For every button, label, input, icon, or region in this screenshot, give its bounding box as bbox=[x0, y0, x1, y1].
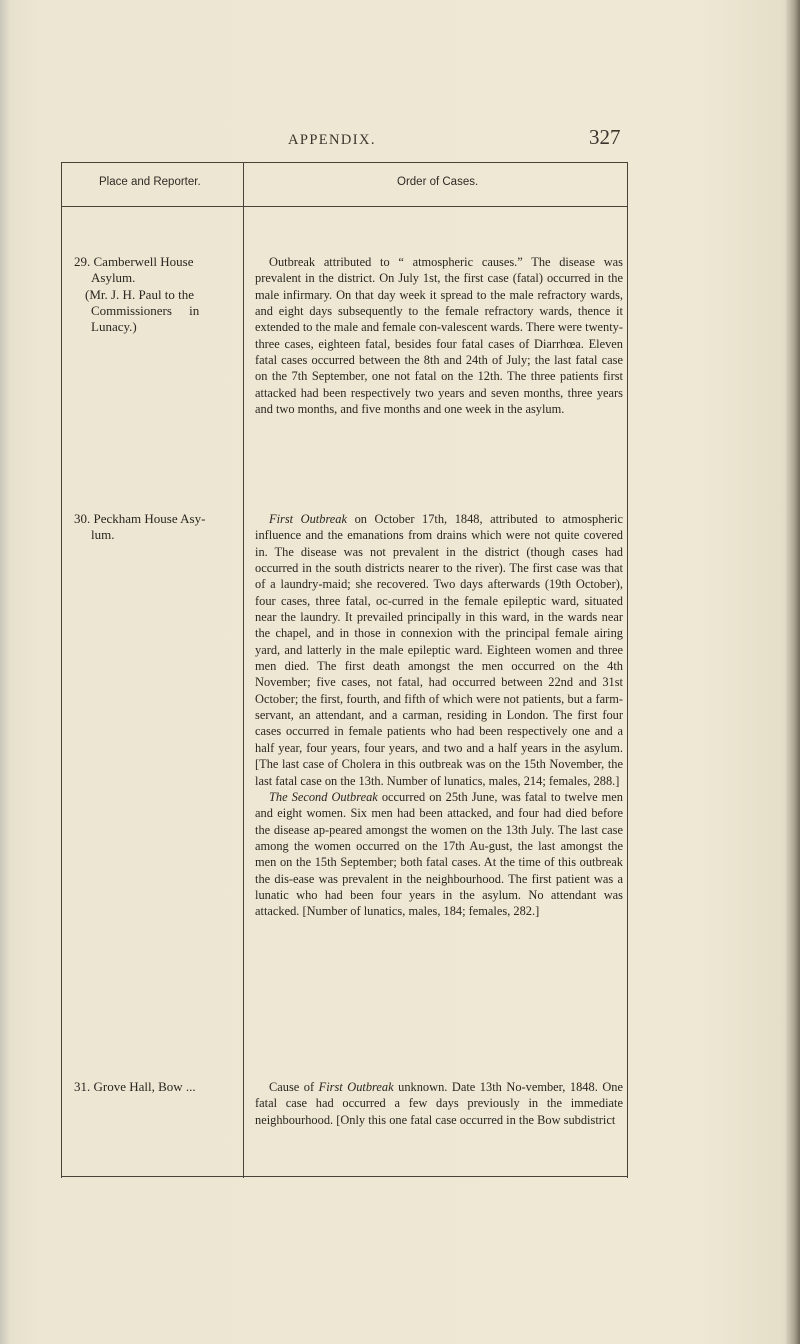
place-entry-31 bbox=[74, 1079, 244, 1095]
book-spine-edge bbox=[786, 0, 800, 1344]
outbreak-heading: The Second Outbreak bbox=[269, 789, 378, 804]
table-head-rule bbox=[61, 206, 628, 207]
order-of-cases-30 bbox=[255, 511, 623, 920]
column-header-order: Order of Cases. bbox=[397, 176, 479, 188]
place-name-cont: lum. bbox=[91, 527, 115, 543]
place-name: 30. Peckham House Asy- bbox=[74, 511, 206, 526]
running-title: APPENDIX. bbox=[288, 132, 376, 148]
table-top-rule bbox=[61, 162, 628, 163]
reporter-cont: Commissioners in bbox=[91, 302, 200, 318]
column-header-place: Place and Reporter. bbox=[99, 176, 201, 188]
outbreak-text: occurred on 25th June, was fatal to twelve men and eight women. Six men had been attacked, and four had died before the disease ap-peared amongst the women on the 13th July. The last case among the women occurred on the 17th Au-gust, the last amongst the men on the 15th September; both fatal cases. At the time of this outbreak the dis-ease was prevalent in the neighbourhood. The first patient was a lunatic who had been four years in the asylum. No attendant was attacked. [Number of lunatics, males, 184; females, 282.] bbox=[255, 789, 623, 919]
outbreak-heading: First Outbreak bbox=[269, 512, 348, 526]
outbreak-text: on October 17th, 1848, attributed to atmospheric influence and the emanations from drains which were not quite covered in. The disease was not prevalent in the district (though cases had occurred in the south districts nearer to the river). The first case was that of a laundry-maid; she recovered. Two days afterwards (19th October), four cases, three fatal, oc-curred in the female epileptic ward, situated near the laundry. It prevailed principally in this ward, in the wards near the chapel, and in those in connexion with the principal female airing yard, and latterly in the male epileptic ward. Eighteen women and three men died. The first death amongst the men occurred on the 4th November; five cases, not fatal, had occurred between 22nd and 31st October; the first, fourth, and fifth of which were not patients, but a farm-servant, an attendant, and a carman, residing in London. The first four cases occurred in female patients who had been respectively one and a half year, four years, four years, and two and a half years in the asylum. [The last case of Cholera in this outbreak was on the 15th November, the last fatal case on the 13th. Number of lunatics, males, 214; females, 288.] bbox=[255, 512, 623, 788]
case-paragraph: Outbreak attributed to “ atmospheric causes.” The disease was prevalent in the district. On July 1st, the first case (fatal) occurred in the male infirmary. On that day week it spread to the male refractory wards, and eight days subsequently to the female refractory wards, thence it extended to the male and female con-valescent wards. There were twenty-three cases, eighteen fatal, besides four fatal cases of Diarrhœa. Eleven fatal cases occurred between the 8th and 24th of July; the last fatal case on the 7th September, one not fatal on the 12th. The three patients first attacked had been respectively two years and seven months, three years and two months, and five months and one week in the asylum. bbox=[255, 255, 623, 417]
reporter: (Mr. J. H. Paul to the bbox=[85, 286, 195, 302]
place-name: 31. Grove Hall, Bow ... bbox=[74, 1079, 196, 1094]
first-outbreak-paragraph bbox=[255, 1079, 623, 1128]
first-outbreak-paragraph bbox=[255, 511, 623, 789]
cholera-cases-table bbox=[61, 162, 628, 1178]
place-name-cont: Asylum. bbox=[91, 270, 136, 286]
table-right-rule bbox=[627, 162, 628, 1178]
place-entry-30 bbox=[74, 511, 244, 544]
table-bottom-rule bbox=[61, 1176, 628, 1177]
lead-text: Cause of bbox=[269, 1080, 319, 1094]
order-of-cases-31 bbox=[255, 1079, 623, 1128]
place-entry-29 bbox=[74, 254, 244, 335]
table-left-rule bbox=[61, 162, 62, 1178]
outbreak-heading: First Outbreak bbox=[318, 1080, 394, 1094]
place-name: 29. Camberwell House bbox=[74, 254, 194, 269]
page-header bbox=[0, 125, 800, 158]
order-of-cases-29 bbox=[255, 254, 623, 417]
outbreak-text: unknown. Date 13th No-vember, 1848. One fatal case had occurred a few days previously in the immediate neighbourhood. [Only this one fatal case occurred in the Bow subdistrict bbox=[255, 1080, 623, 1127]
second-outbreak-paragraph bbox=[255, 789, 623, 920]
reporter-end: Lunacy.) bbox=[91, 319, 137, 335]
page-number: 327 bbox=[589, 125, 621, 149]
